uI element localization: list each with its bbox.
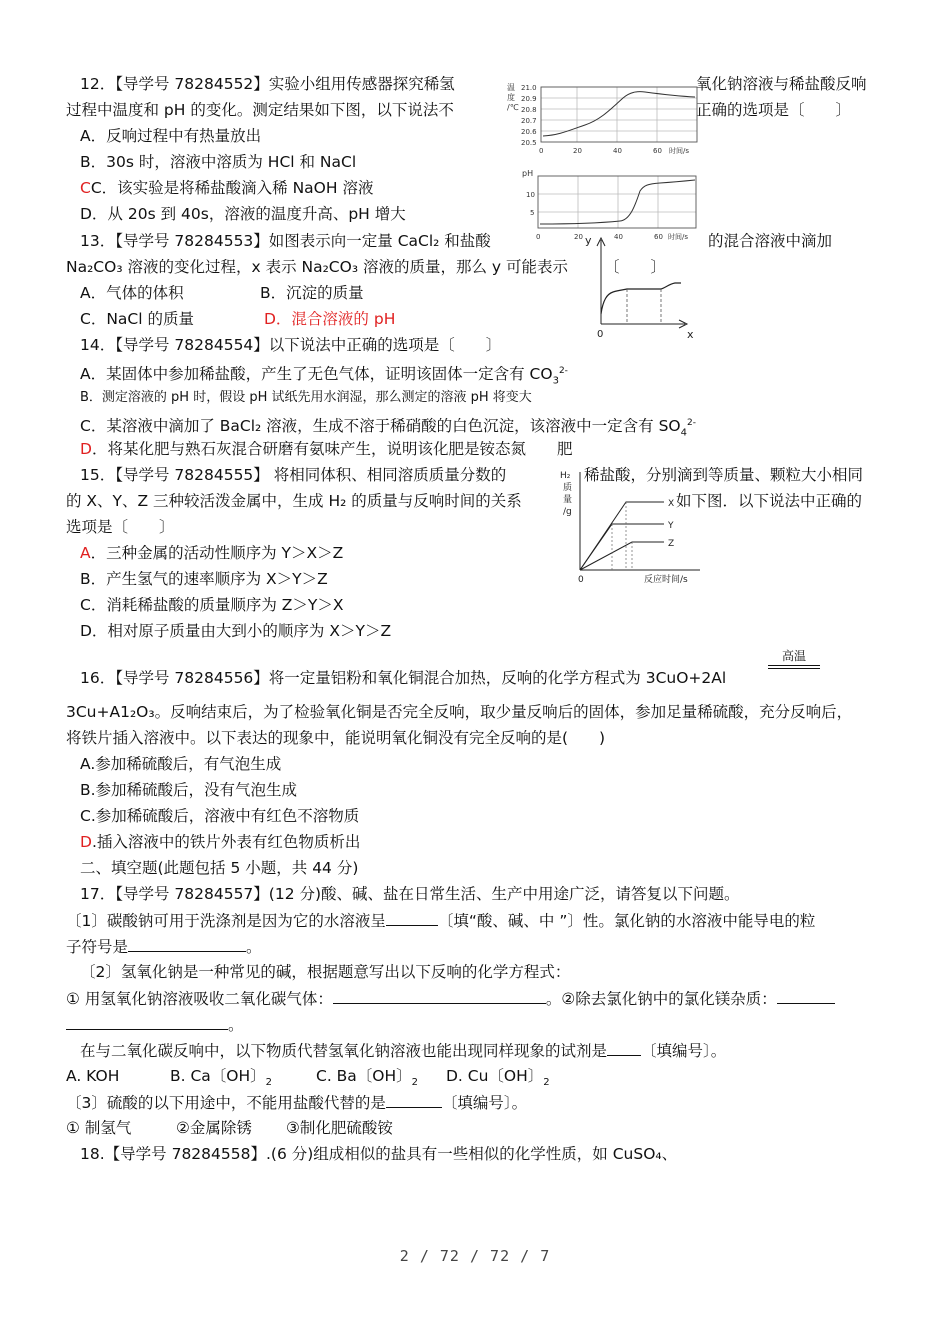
q12-c2-ytick: 10 — [526, 191, 535, 199]
q12-c1-xtick: 40 — [613, 147, 622, 155]
q12-ph-chart — [520, 166, 700, 242]
q13-curve — [601, 283, 681, 314]
q16-option-a: A.参加稀硫酸后，有气泡生成 — [80, 755, 282, 773]
q17-stem: 17．【导学号 78284557】(12 分)酸、碱、盐在日常生活、生产中用途广泛，请答复以下问题。 — [80, 885, 740, 903]
svg-text:度: 度 — [507, 93, 515, 102]
q12-c2-ytick: 5 — [530, 209, 535, 217]
q12-line1b: 氧化钠溶液与稀盐酸反响 — [696, 75, 867, 93]
answer-blank — [777, 988, 835, 1004]
q16-line1: 16．【导学号 78284556】将一定量铝粉和氧化铜混合加热，反响的化学方程式为 3CuO+2Al — [80, 669, 727, 687]
q15-line3: 选项是〔 〕 — [66, 518, 175, 536]
svg-text:量: 量 — [563, 495, 573, 505]
q15-option-d: D．相对原子质量由大到小的顺序为 X＞Y＞Z — [80, 622, 392, 640]
answer-blank — [386, 910, 438, 926]
q17-part2-line: ① 用氢氧化钠溶液吸收二氧化碳气体： 。②除去氯化钠中的氯化镁杂质： — [66, 988, 835, 1009]
q17-part2-substitute: 在与二氧化碳反响中，以下物质代替氢氧化钠溶液也能出现同样现象的试剂是 〔填编号〕。 — [80, 1042, 727, 1060]
q15-line-z — [580, 542, 664, 570]
q12-c1-xunit: 时间/s — [669, 147, 690, 155]
q14-stem: 14．【导学号 78284554】以下说法中正确的选项是〔 〕 — [80, 336, 502, 354]
svg-text:质: 质 — [563, 483, 573, 493]
q16-option-c: C.参加稀硫酸后，溶液中有红色不溶物质 — [80, 807, 360, 825]
q16-option-d: D.插入溶液中的铁片外表有红色物质析出 — [80, 833, 361, 851]
q15-ylabel: H₂ — [560, 471, 571, 481]
q12-c2-xtick: 20 — [574, 233, 583, 241]
q12-c2-xtick: 0 — [536, 233, 541, 241]
q12-c1-ytick: 20.7 — [521, 117, 537, 125]
q13-line1b: 的混合溶液中滴加 — [708, 232, 833, 250]
q12-c1-ytick: 20.9 — [521, 95, 537, 103]
q14-option-a: A．某固体中参加稀盐酸，产生了无色气体，证明该固体一定含有 $CO_3^{2-}$ — [80, 365, 568, 387]
q13-line1a: 13．【导学号 78284553】如图表示向一定量 CaCl₂ 和盐酸 — [80, 232, 491, 250]
q15-option-a: A．三种金属的活动性顺序为 Y＞X＞Z — [80, 544, 344, 562]
q14-option-d: D．将某化肥与熟石灰混合研磨有氨味产生，说明该化肥是铵态氮 肥 — [80, 440, 573, 458]
q15-xunit: 反应时间/s — [644, 575, 688, 585]
q17-part2-cont: 。 — [66, 1014, 244, 1035]
q17-choice-d: D. Cu〔OH〕$_2$ — [446, 1067, 550, 1089]
q12-option-a: A．反响过程中有热量放出 — [80, 127, 262, 145]
q15-line-x — [580, 502, 664, 570]
q12-temperature-chart — [505, 78, 700, 158]
q12-c2-ylabel: pH — [522, 169, 534, 178]
answer-blank — [386, 1092, 442, 1108]
q12-c1-ytick: 21.0 — [521, 84, 537, 92]
q12-option-d: D．从 20s 到 40s，溶液的温度升高、pH 增大 — [80, 205, 406, 223]
q15-label-z: Z — [668, 539, 675, 549]
q13-chart — [585, 232, 697, 340]
answer-blank — [333, 988, 546, 1004]
q13-option-a: A．气体的体积 — [80, 284, 184, 302]
q12-c1-xtick: 60 — [653, 147, 662, 155]
q12-c2-xunit: 时间/s — [668, 233, 689, 241]
q15-label-y: Y — [668, 521, 674, 531]
q12-c1-ylabel: 温 — [507, 83, 515, 92]
q12-c2-xtick: 40 — [614, 233, 623, 241]
q12-c1-ytick: 20.8 — [521, 106, 537, 114]
q15-line2a: 的 X、Y、Z 三种较活泼金属中，生成 H₂ 的质量与反响时间的关系 — [66, 492, 522, 510]
q12-c2-xtick: 60 — [654, 233, 663, 241]
q15-option-c: C．消耗稀盐酸的质量顺序为 Z＞Y＞X — [80, 596, 344, 614]
q17-use-1: ① 制氢气 — [66, 1119, 132, 1137]
q12-ph-curve — [540, 180, 695, 224]
q14-option-b: B．测定溶液的 pH 时，假设 pH 试纸先用水润湿，那么测定的溶液 pH 将变大 — [80, 390, 532, 405]
q15-origin: 0 — [578, 575, 584, 585]
q13-x-label: x — [687, 328, 694, 340]
q15-line2b: 如下图．以下说法中正确的 — [676, 492, 863, 510]
q13-line2b: 〔 〕 — [604, 258, 667, 276]
q12-line2b: 正确的选项是〔 〕 — [696, 101, 852, 119]
q15-line1a: 15．【导学号 78284555】 将相同体积、相同溶质质量分数的 — [80, 466, 507, 484]
q17-choice-b: B. Ca〔OH〕$_2$ — [170, 1067, 273, 1089]
q12-line1a: 12．【导学号 78284552】实验小组用传感器探究稀氢 — [80, 75, 455, 93]
q17-part1: 〔1〕碳酸钠可用于洗涤剂是因为它的水溶液呈 〔填“酸、碱、中 ”〕性。氯化钠的水溶液中能导电的粒 — [66, 912, 816, 930]
q12-option-c: CC．该实验是将稀盐酸滴入稀 NaOH 溶液 — [80, 179, 374, 197]
q13-option-c: C．NaCl 的质量 — [80, 310, 194, 328]
svg-text:/℃: /℃ — [507, 103, 519, 112]
q18-stem: 18.【导学号 78284558】.(6 分)组成相似的盐具有一些相似的化学性质，如 CuSO₄、 — [80, 1145, 678, 1163]
q15-chart — [560, 466, 710, 590]
q16-line2: 3Cu+A1₂O₃。反响结束后，为了检验氧化铜是否完全反响，取少量反响后的固体，参加足量稀硫酸，充分反响后， — [66, 703, 853, 721]
q12-c1-ytick: 20.6 — [521, 128, 537, 136]
q13-line2a: Na₂CO₃ 溶液的变化过程，x 表示 Na₂CO₃ 溶液的质量，那么 y 可能表示 — [66, 258, 568, 276]
q17-choice-c: C. Ba〔OH〕$_2$ — [316, 1067, 419, 1089]
q17-use-3: ③制化肥硫酸铵 — [286, 1119, 393, 1137]
q12-c1-xtick: 0 — [539, 147, 544, 155]
q17-use-2: ②金属除锈 — [176, 1119, 252, 1137]
q16-line3: 将铁片插入溶液中。以下表达的现象中，能说明氧化铜没有完全反响的是( ) — [66, 729, 606, 747]
q13-option-d: D．混合溶液的 pH — [264, 310, 396, 328]
q17-part3: 〔3〕硫酸的以下用途中，不能用盐酸代替的是 〔填编号〕。 — [66, 1094, 528, 1112]
q12-line2a: 过程中温度和 pH 的变化。测定结果如下图，以下说法不 — [66, 101, 454, 119]
q15-label-x: X — [668, 499, 675, 509]
q16-reaction-condition: 高温 — [768, 648, 820, 669]
page-number: 2 / 72 / 72 / 7 — [399, 1247, 551, 1265]
q13-option-b: B．沉淀的质量 — [260, 284, 364, 302]
q17-choice-a: A. KOH — [66, 1067, 120, 1085]
q12-c1-xtick: 20 — [573, 147, 582, 155]
answer-blank — [66, 1014, 228, 1030]
q16-option-b: B.参加稀硫酸后，没有气泡生成 — [80, 781, 298, 799]
q14-option-c: C．某溶液中滴加了 BaCl₂ 溶液，生成不溶于稀硝酸的白色沉淀，该溶液中一定含有 $SO_4^{2-}$ — [80, 417, 696, 439]
q13-y-label: y — [585, 234, 592, 247]
answer-blank — [128, 936, 246, 952]
q17-part1-cont: 子符号是 。 — [66, 938, 262, 956]
svg-text:/g: /g — [563, 507, 572, 517]
q15-line1b: 稀盐酸，分别滴到等质量、颗粒大小相同 — [584, 466, 864, 484]
q17-part2: 〔2〕氢氧化钠是一种常见的碱，根据题意写出以下反响的化学方程式： — [80, 963, 571, 981]
q12-c1-ytick: 20.5 — [521, 139, 537, 147]
q12-option-b: B．30s 时，溶液中溶质为 HCl 和 NaCl — [80, 153, 357, 171]
section-heading: 二、填空题(此题包括 5 小题，共 44 分) — [80, 859, 359, 877]
answer-blank — [607, 1040, 641, 1056]
q15-option-b: B．产生氢气的速率顺序为 X＞Y＞Z — [80, 570, 328, 588]
q13-origin: 0 — [597, 329, 604, 340]
